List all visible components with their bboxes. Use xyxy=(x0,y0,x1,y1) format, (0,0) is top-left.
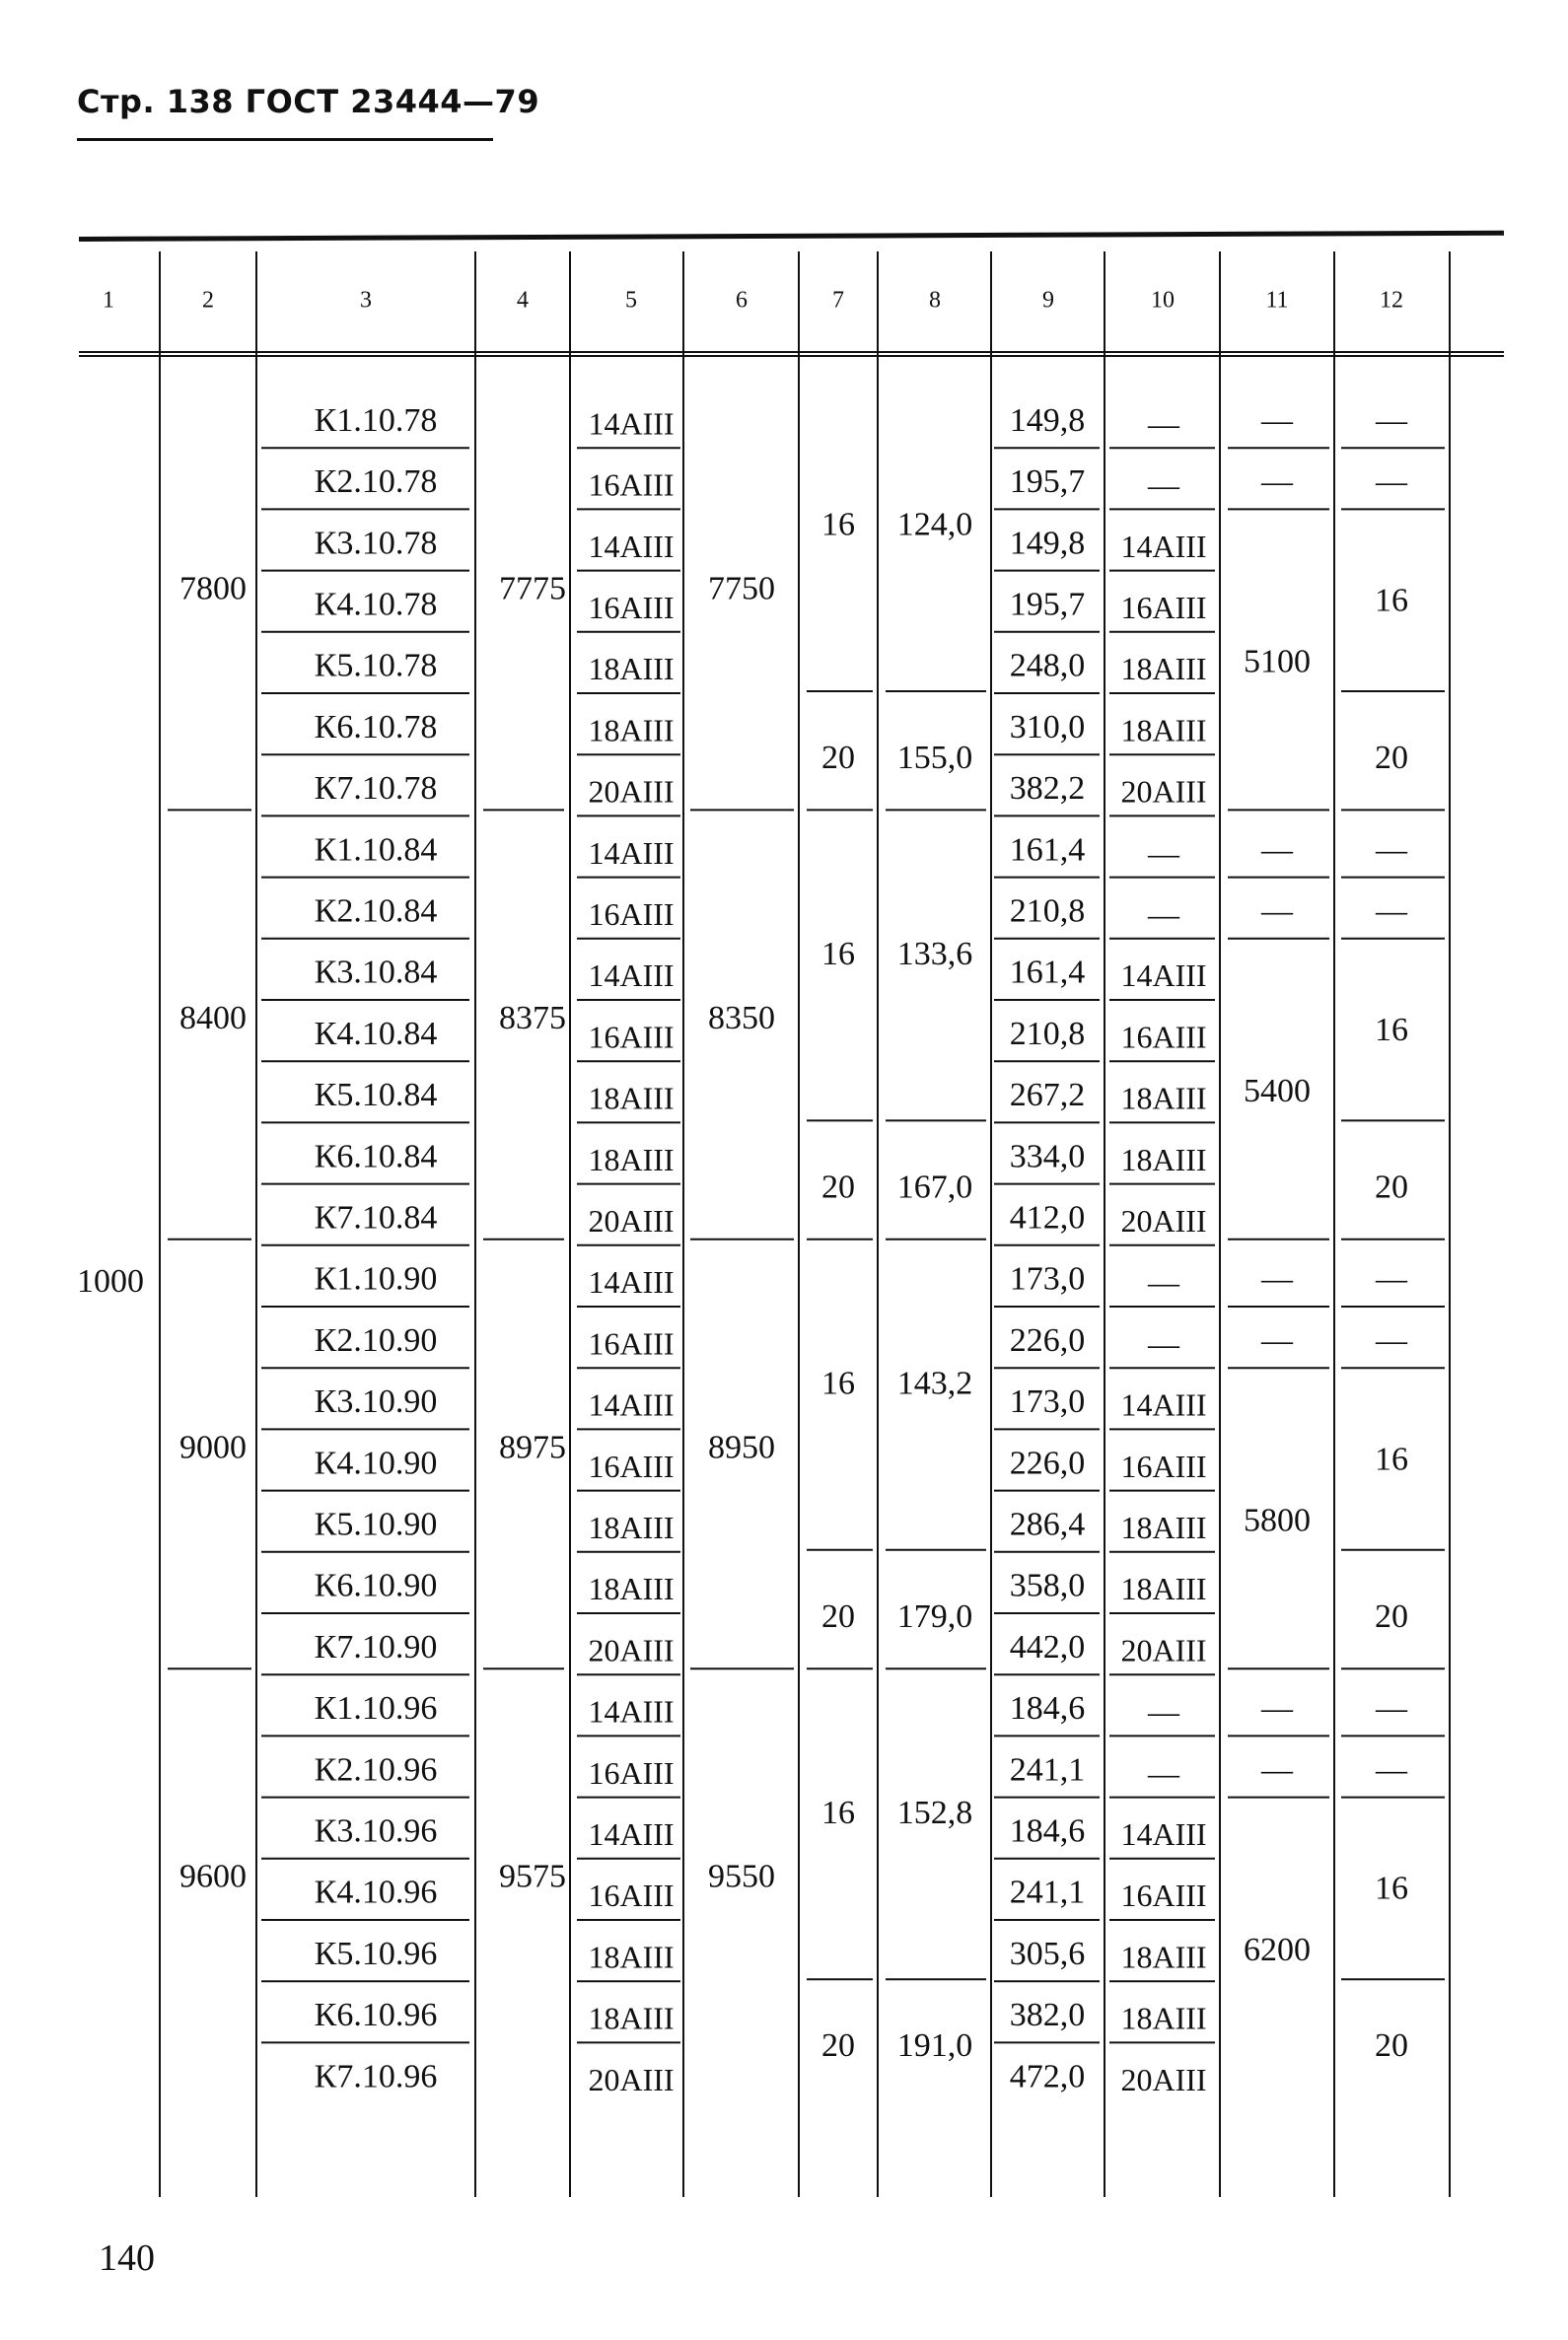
rebar-cell: 18АIII xyxy=(588,1141,675,1177)
rebar-cell: 16АIII xyxy=(1120,1019,1207,1055)
rebar-cell: — xyxy=(1148,834,1179,871)
rebar-cell: 16АIII xyxy=(1120,1448,1207,1484)
value-cell: 195,7 xyxy=(1009,586,1086,623)
col12-value: 20 xyxy=(1375,1597,1408,1635)
col12-dash: — xyxy=(1376,1750,1407,1787)
rebar-cell: 14АIII xyxy=(588,528,675,564)
value-cell: 442,0 xyxy=(1009,1628,1086,1666)
group-col6: 8950 xyxy=(708,1429,775,1466)
rebar-cell: 18АIII xyxy=(1120,651,1207,687)
col12-value: 16 xyxy=(1375,1441,1408,1478)
group-col2: 7800 xyxy=(179,570,247,607)
col11-dash: — xyxy=(1261,1689,1293,1726)
page-header: Стр. 138 ГОСТ 23444—79 xyxy=(77,83,540,120)
col11-dash: — xyxy=(1261,1750,1293,1787)
rebar-cell: 18АIII xyxy=(588,1510,675,1546)
value-cell: 161,4 xyxy=(1009,831,1086,869)
rebar-cell: 20АIII xyxy=(588,1632,675,1668)
rebar-cell: 16АIII xyxy=(588,466,675,503)
value-cell: 334,0 xyxy=(1009,1138,1086,1175)
value-cell: 210,8 xyxy=(1009,892,1086,930)
col7-value: 20 xyxy=(821,1169,855,1206)
value-cell: 412,0 xyxy=(1009,1199,1086,1237)
col11-dash: — xyxy=(1261,1321,1293,1358)
value-cell: 472,0 xyxy=(1009,2058,1086,2095)
designation-cell: К6.10.96 xyxy=(314,1997,438,2034)
rebar-cell: — xyxy=(1148,466,1179,503)
rebar-cell: — xyxy=(1148,1754,1179,1791)
rebar-cell: 18АIII xyxy=(1120,1141,1207,1177)
rebar-cell: 20АIII xyxy=(1120,773,1207,810)
value-cell: 210,8 xyxy=(1009,1015,1086,1052)
rebar-cell: 16АIII xyxy=(588,1754,675,1791)
col8-value: 155,0 xyxy=(896,739,973,776)
value-cell: 310,0 xyxy=(1009,708,1086,745)
col7-value: 16 xyxy=(821,506,855,543)
col12-value: 16 xyxy=(1375,1011,1408,1048)
rebar-cell: 18АIII xyxy=(1120,1939,1207,1975)
col12-value: 20 xyxy=(1375,1169,1408,1206)
designation-cell: К1.10.84 xyxy=(314,831,438,869)
column-header-8: 8 xyxy=(929,287,941,314)
rebar-cell: 18АIII xyxy=(588,1571,675,1607)
rebar-cell: — xyxy=(1148,405,1179,442)
group-col2: 9600 xyxy=(179,1858,247,1895)
column-header-7: 7 xyxy=(832,287,844,314)
rebar-cell: 18АIII xyxy=(588,712,675,748)
col8-value: 167,0 xyxy=(896,1169,973,1206)
col7-value: 20 xyxy=(821,2027,855,2065)
rebar-cell: 14АIII xyxy=(588,1816,675,1853)
value-cell: 241,1 xyxy=(1009,1874,1086,1911)
rebar-cell: — xyxy=(1148,1264,1179,1301)
value-cell: 195,7 xyxy=(1009,463,1086,501)
col8-value: 133,6 xyxy=(896,936,973,973)
rebar-cell: 18АIII xyxy=(1120,712,1207,748)
value-cell: 149,8 xyxy=(1009,401,1086,439)
col11-dash: — xyxy=(1261,401,1293,438)
column-header-2: 2 xyxy=(202,287,214,314)
rebar-cell: 16АIII xyxy=(588,1878,675,1914)
designation-cell: К1.10.96 xyxy=(314,1690,438,1728)
col8-value: 179,0 xyxy=(896,1597,973,1635)
col11-value: 6200 xyxy=(1244,1931,1311,1968)
designation-cell: К7.10.84 xyxy=(314,1199,438,1237)
designation-cell: К2.10.90 xyxy=(314,1321,438,1359)
rebar-cell: 14АIII xyxy=(1120,1816,1207,1853)
designation-cell: К1.10.78 xyxy=(314,401,438,439)
col12-dash: — xyxy=(1376,892,1407,929)
col7-value: 16 xyxy=(821,1794,855,1831)
designation-cell: К5.10.90 xyxy=(314,1506,438,1543)
col8-value: 143,2 xyxy=(896,1365,973,1402)
rebar-cell: 16АIII xyxy=(1120,590,1207,626)
col12-value: 16 xyxy=(1375,1870,1408,1907)
rebar-cell: 18АIII xyxy=(1120,1571,1207,1607)
designation-cell: К3.10.90 xyxy=(314,1383,438,1421)
designation-cell: К4.10.96 xyxy=(314,1874,438,1911)
value-cell: 226,0 xyxy=(1009,1445,1086,1482)
rebar-cell: 18АIII xyxy=(588,2000,675,2036)
designation-cell: К4.10.90 xyxy=(314,1445,438,1482)
rebar-cell: — xyxy=(1148,896,1179,933)
col7-value: 20 xyxy=(821,739,855,776)
rebar-cell: 20АIII xyxy=(1120,2061,1207,2097)
rebar-cell: 18АIII xyxy=(1120,1080,1207,1116)
rebar-cell: 16АIII xyxy=(588,1448,675,1484)
rebar-cell: 16АIII xyxy=(1120,1878,1207,1914)
column-header-9: 9 xyxy=(1042,287,1054,314)
value-cell: 286,4 xyxy=(1009,1506,1086,1543)
value-cell: 382,2 xyxy=(1009,770,1086,808)
rebar-cell: 14АIII xyxy=(588,1693,675,1730)
column-header-3: 3 xyxy=(360,287,372,314)
rebar-cell: — xyxy=(1148,1325,1179,1362)
group-col6: 9550 xyxy=(708,1858,775,1895)
designation-cell: К5.10.96 xyxy=(314,1935,438,1972)
rebar-cell: 14АIII xyxy=(588,1386,675,1423)
designation-cell: К2.10.78 xyxy=(314,463,438,501)
designation-cell: К3.10.84 xyxy=(314,954,438,991)
designation-cell: К1.10.90 xyxy=(314,1260,438,1298)
rebar-cell: 16АIII xyxy=(588,590,675,626)
col8-value: 124,0 xyxy=(896,506,973,543)
value-cell: 161,4 xyxy=(1009,954,1086,991)
value-cell: 382,0 xyxy=(1009,1997,1086,2034)
col12-dash: — xyxy=(1376,401,1407,438)
column-header-12: 12 xyxy=(1380,287,1403,314)
col12-value: 16 xyxy=(1375,582,1408,619)
col12-dash: — xyxy=(1376,1260,1407,1297)
rebar-cell: 20АIII xyxy=(588,773,675,810)
designation-cell: К6.10.78 xyxy=(314,708,438,745)
col11-dash: — xyxy=(1261,462,1293,499)
value-cell: 149,8 xyxy=(1009,525,1086,562)
col7-value: 16 xyxy=(821,936,855,973)
group-col6: 8350 xyxy=(708,999,775,1036)
designation-cell: К5.10.78 xyxy=(314,647,438,684)
designation-cell: К3.10.96 xyxy=(314,1812,438,1850)
group-col2: 9000 xyxy=(179,1429,247,1466)
rebar-cell: 14АIII xyxy=(588,834,675,871)
rebar-cell: 14АIII xyxy=(588,957,675,994)
col12-dash: — xyxy=(1376,1321,1407,1358)
rebar-cell: 16АIII xyxy=(588,1019,675,1055)
rebar-cell: 16АIII xyxy=(588,896,675,933)
designation-cell: К4.10.84 xyxy=(314,1015,438,1052)
rebar-cell: 14АIII xyxy=(1120,1386,1207,1423)
col1-value: 1000 xyxy=(77,1262,144,1300)
group-col4: 8375 xyxy=(499,999,566,1036)
rebar-cell: 16АIII xyxy=(588,1325,675,1362)
group-col6: 7750 xyxy=(708,570,775,607)
col8-value: 152,8 xyxy=(896,1794,973,1831)
rebar-cell: 18АIII xyxy=(588,1939,675,1975)
rebar-cell: 14АIII xyxy=(1120,528,1207,564)
designation-cell: К4.10.78 xyxy=(314,586,438,623)
designation-cell: К3.10.78 xyxy=(314,525,438,562)
value-cell: 248,0 xyxy=(1009,647,1086,684)
designation-cell: К7.10.90 xyxy=(314,1628,438,1666)
col12-dash: — xyxy=(1376,830,1407,867)
rebar-cell: 14АIII xyxy=(1120,957,1207,994)
designation-cell: К2.10.96 xyxy=(314,1751,438,1789)
rebar-cell: 18АIII xyxy=(1120,1510,1207,1546)
column-header-11: 11 xyxy=(1265,287,1289,314)
column-header-4: 4 xyxy=(517,287,529,314)
value-cell: 184,6 xyxy=(1009,1690,1086,1728)
col11-value: 5100 xyxy=(1244,643,1311,680)
col11-dash: — xyxy=(1261,830,1293,867)
col11-dash: — xyxy=(1261,892,1293,929)
rebar-cell: 14АIII xyxy=(588,1264,675,1301)
designation-cell: К6.10.90 xyxy=(314,1567,438,1604)
column-header-1: 1 xyxy=(103,287,114,314)
value-cell: 173,0 xyxy=(1009,1383,1086,1421)
page-number: 140 xyxy=(99,2237,155,2279)
column-header-5: 5 xyxy=(625,287,637,314)
column-header-6: 6 xyxy=(736,287,748,314)
group-col2: 8400 xyxy=(179,999,247,1036)
rebar-cell: 20АIII xyxy=(1120,1632,1207,1668)
col11-value: 5400 xyxy=(1244,1073,1311,1110)
rebar-cell: 18АIII xyxy=(588,651,675,687)
col11-value: 5800 xyxy=(1244,1502,1311,1539)
value-cell: 241,1 xyxy=(1009,1751,1086,1789)
rebar-cell: 20АIII xyxy=(1120,1203,1207,1240)
col7-value: 20 xyxy=(821,1597,855,1635)
rebar-cell: 18АIII xyxy=(588,1080,675,1116)
group-col4: 8975 xyxy=(499,1429,566,1466)
group-col4: 9575 xyxy=(499,1858,566,1895)
value-cell: 305,6 xyxy=(1009,1935,1086,1972)
value-cell: 226,0 xyxy=(1009,1321,1086,1359)
rebar-cell: 18АIII xyxy=(1120,2000,1207,2036)
col12-value: 20 xyxy=(1375,739,1408,776)
designation-cell: К5.10.84 xyxy=(314,1077,438,1114)
value-cell: 173,0 xyxy=(1009,1260,1086,1298)
value-cell: 358,0 xyxy=(1009,1567,1086,1604)
column-header-10: 10 xyxy=(1151,287,1175,314)
designation-cell: К6.10.84 xyxy=(314,1138,438,1175)
col12-dash: — xyxy=(1376,462,1407,499)
col8-value: 191,0 xyxy=(896,2027,973,2065)
col7-value: 16 xyxy=(821,1365,855,1402)
rebar-cell: 20АIII xyxy=(588,2061,675,2097)
col12-value: 20 xyxy=(1375,2027,1408,2065)
value-cell: 184,6 xyxy=(1009,1812,1086,1850)
rebar-cell: — xyxy=(1148,1693,1179,1730)
group-col4: 7775 xyxy=(499,570,566,607)
rebar-cell: 20АIII xyxy=(588,1203,675,1240)
col12-dash: — xyxy=(1376,1689,1407,1726)
value-cell: 267,2 xyxy=(1009,1077,1086,1114)
col11-dash: — xyxy=(1261,1260,1293,1297)
designation-cell: К7.10.78 xyxy=(314,770,438,808)
designation-cell: К7.10.96 xyxy=(314,2058,438,2095)
rebar-cell: 14АIII xyxy=(588,405,675,442)
designation-cell: К2.10.84 xyxy=(314,892,438,930)
